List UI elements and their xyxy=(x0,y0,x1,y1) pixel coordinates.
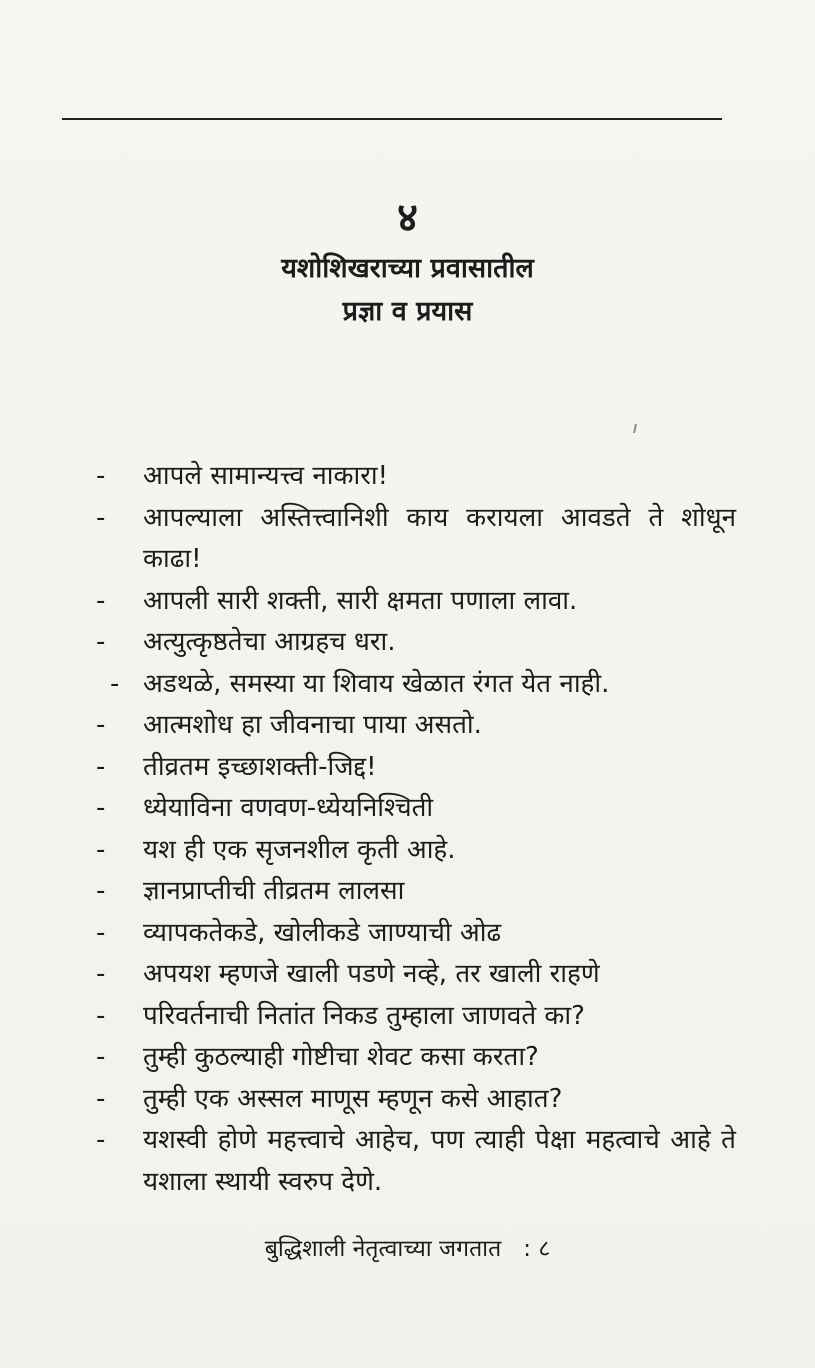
list-item xyxy=(96,622,736,664)
list-item-text: आपली सारी शक्ती, सारी क्षमता पणाला लावा. xyxy=(143,585,578,616)
bullet-dash: - xyxy=(96,1125,106,1155)
list-item xyxy=(96,747,736,789)
bullet-dash: - xyxy=(96,627,106,657)
list-item-text: तुम्ही कुठल्याही गोष्टीचा शेवट कसा करता? xyxy=(143,1042,539,1072)
list-item-text: यशस्वी होणे महत्त्वाचे आहेच, पण त्याही पेक्षा महत्वाचे आहे ते यशाला स्थायी स्वरुप देणे. xyxy=(143,1125,736,1197)
bullet-dash: - xyxy=(96,585,106,616)
list-item-text: अडथळे, समस्या या शिवाय खेळात रंगत येत नाही. xyxy=(143,668,610,699)
list-item-text: आत्मशोध हा जीवनाचा पाया असतो. xyxy=(143,710,482,740)
bullet-dash: - xyxy=(96,834,106,865)
list-item xyxy=(96,1120,736,1203)
bullet-dash: - xyxy=(96,751,106,782)
list-item-text: ध्येयाविना वणवण-ध्येयनिश्चिती xyxy=(143,793,434,823)
bullet-dash: - xyxy=(96,793,106,823)
running-footer xyxy=(0,1238,815,1261)
principles-list xyxy=(96,456,736,1203)
chapter-title-line-1: यशोशिखराच्या प्रवासातील xyxy=(281,253,534,284)
bullet-dash: - xyxy=(96,917,106,948)
bullet-dash: - xyxy=(96,1042,106,1072)
list-item-text: अत्युत्कृष्ठतेचा आग्रहच धरा. xyxy=(143,627,396,657)
list-item xyxy=(96,705,736,747)
list-item xyxy=(96,788,736,830)
list-item xyxy=(96,830,736,872)
list-item xyxy=(96,456,736,498)
list-item xyxy=(96,581,736,623)
bullet-dash: - xyxy=(96,710,106,740)
top-rule xyxy=(62,118,722,120)
bullet-dash: - xyxy=(110,668,120,699)
list-item-text: परिवर्तनाची नितांत निकड तुम्हाला जाणवते का? xyxy=(143,1000,585,1031)
bullet-dash: - xyxy=(96,502,106,533)
stray-ink-mark xyxy=(633,424,637,433)
list-item-text: तीव्रतम इच्छाशक्ती-जिद्द! xyxy=(143,751,377,782)
list-item-text: आपल्याला अस्तित्त्वानिशी काय करायला आवडते ते शोधून काढा! xyxy=(143,502,736,574)
list-item-text: व्यापकतेकडे, खोलीकडे जाण्याची ओढ xyxy=(143,917,502,948)
bullet-dash: - xyxy=(96,1000,106,1031)
footer-separator: : xyxy=(523,1236,532,1262)
list-item xyxy=(96,498,736,581)
list-item xyxy=(96,664,736,706)
bullet-dash: - xyxy=(96,461,106,491)
footer-book-title: बुद्धिशाली नेतृत्वाच्या जगतात xyxy=(264,1236,502,1262)
list-item-text: अपयश म्हणजे खाली पडणे नव्हे, तर खाली राहणे xyxy=(143,959,600,989)
list-item xyxy=(96,1079,736,1121)
page-number: ८ xyxy=(538,1236,551,1262)
list-item-text: ज्ञानप्राप्तीची तीव्रतम लालसा xyxy=(143,876,405,906)
list-item xyxy=(96,996,736,1038)
list-item-text: तुम्ही एक अस्सल माणूस म्हणून कसे आहात? xyxy=(143,1083,563,1114)
list-item xyxy=(96,913,736,955)
list-item-text: आपले सामान्यत्त्व नाकारा! xyxy=(143,461,388,491)
list-item-text: यश ही एक सृजनशील कृती आहे. xyxy=(143,834,456,865)
list-item xyxy=(96,1037,736,1079)
chapter-title-line-2: प्रज्ञा व प्रयास xyxy=(342,296,473,327)
bullet-dash: - xyxy=(96,959,106,989)
chapter-number: ४ xyxy=(397,195,418,241)
bullet-dash: - xyxy=(96,876,106,906)
list-item xyxy=(96,871,736,913)
list-item xyxy=(96,954,736,996)
bullet-dash: - xyxy=(96,1083,106,1114)
